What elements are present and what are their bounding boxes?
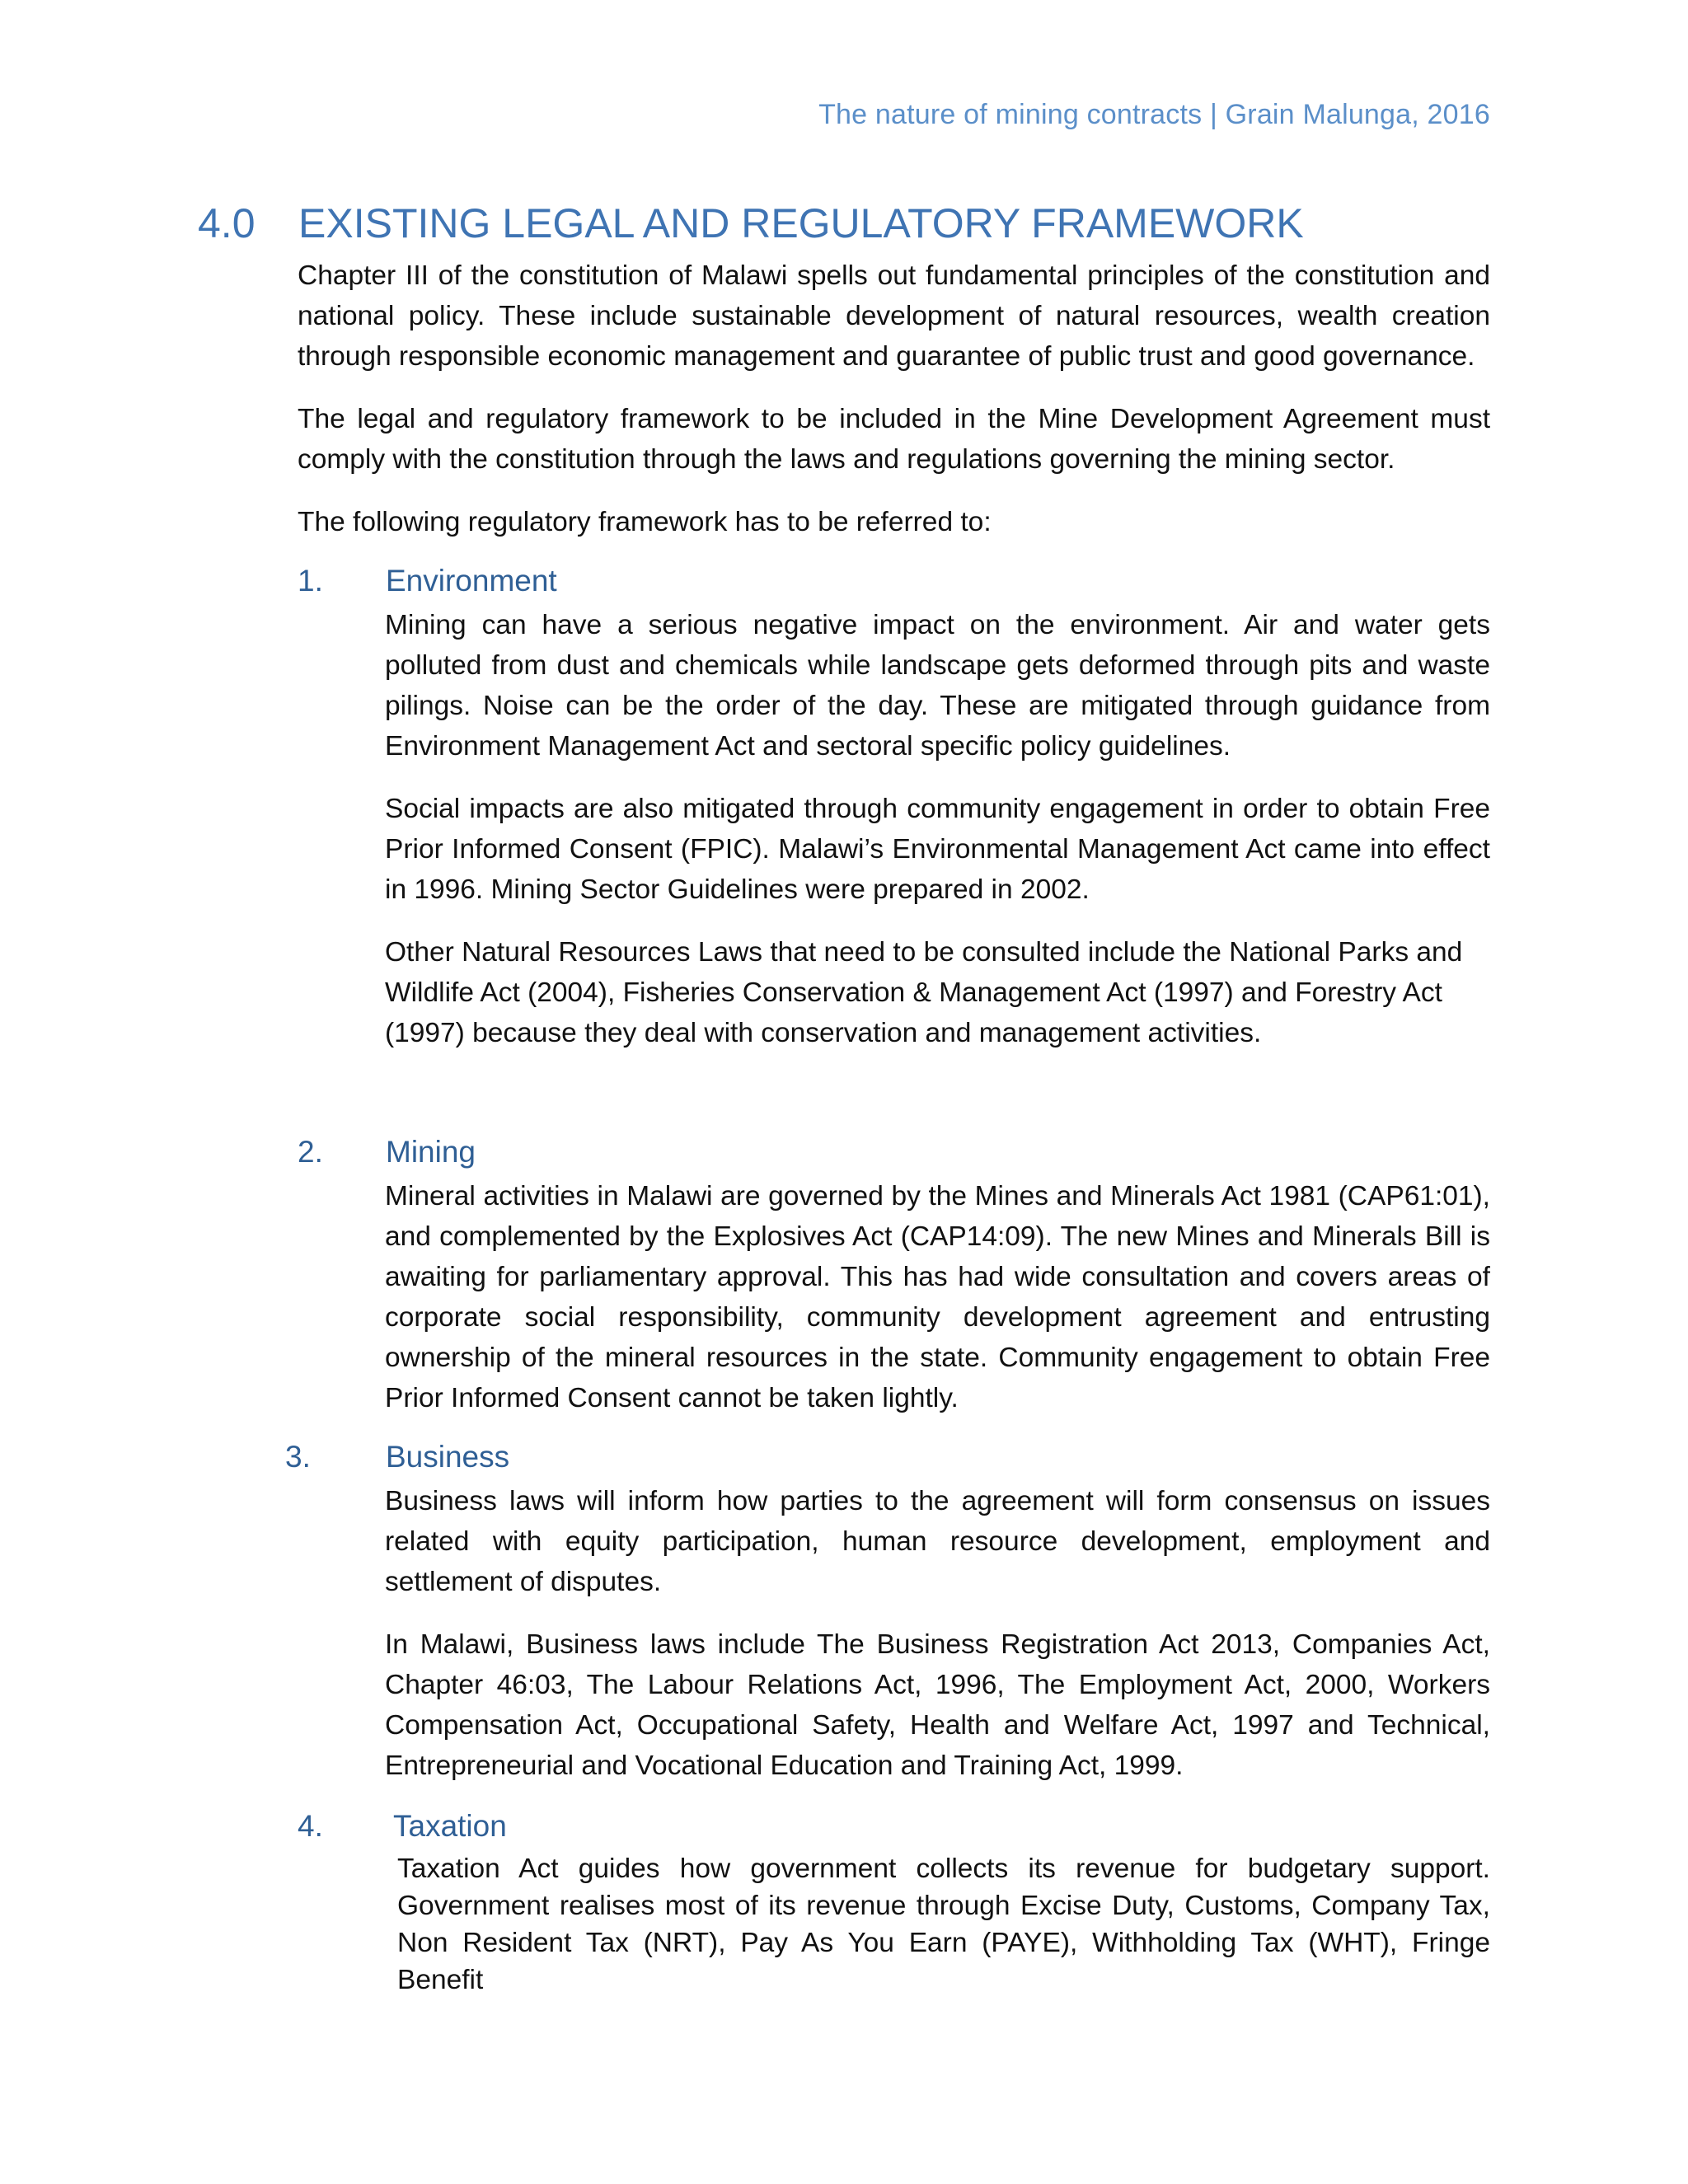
taxation-block xyxy=(397,1850,1490,1999)
running-header: The nature of mining contracts | Grain Malunga, 2016 xyxy=(818,99,1490,130)
subsection-title: Environment xyxy=(386,564,557,598)
mining-block xyxy=(385,1176,1490,1418)
paragraph: The legal and regulatory framework to be included in the Mine Development Agreement must comply with the constitution through the laws and regulations governing the mining sector. xyxy=(298,404,1490,475)
section-title: EXISTING LEGAL AND REGULATORY FRAMEWORK xyxy=(298,200,1304,246)
subsection-heading-mining xyxy=(298,1135,476,1169)
paragraph: Mining can have a serious negative impact on the environment. Air and water gets polluted from dust and chemicals while landscape gets deformed through pits and waste pilings. Noise can be the order of the day. These are mitigated through guidance from Environment Management Act and sectoral specific policy guidelines. xyxy=(385,610,1490,762)
subsection-heading-business xyxy=(285,1440,509,1474)
subsection-heading-taxation xyxy=(298,1809,507,1844)
business-block xyxy=(385,1481,1490,1786)
paragraph: Business laws will inform how parties to the agreement will form consensus on issues related with equity participation, human resource development, employment and settlement of disputes. xyxy=(385,1486,1490,1597)
paragraph: The following regulatory framework has to be referred to: xyxy=(298,507,992,537)
intro-block xyxy=(298,255,1490,542)
subsection-title: Taxation xyxy=(393,1809,507,1843)
environment-block xyxy=(385,605,1490,1053)
section-number: 4.0 xyxy=(198,200,256,246)
subsection-title: Mining xyxy=(386,1135,476,1169)
paragraph: In Malawi, Business laws include The Business Registration Act 2013, Companies Act, Chapter 46:03, The Labour Relations Act, 1996, The Employment Act, 2000, Workers Compensation Act, Occupational Safety, Health and Welfare Act, 1997 and Technical, Entrepreneurial and Vocational Education and Training Act, 1999. xyxy=(385,1629,1490,1781)
subsection-number: 4. xyxy=(298,1809,323,1843)
subsection-title: Business xyxy=(386,1440,510,1474)
paragraph: Taxation Act guides how government collects its revenue for budgetary support. Government realises most of its revenue through Excise Duty, Customs, Company Tax, Non Resident Tax (NRT), Pay As You Earn (PAYE), Withholding Tax (WHT), Fringe Benefit xyxy=(397,1854,1490,1995)
paragraph: Other Natural Resources Laws that need to be consulted include the National Parks and Wildlife Act (2004), Fisheries Conservation & Management Act (1997) and Forestry Act (1997) because they deal with conservation and management activities. xyxy=(385,937,1463,1048)
paragraph: Mineral activities in Malawi are governed by the Mines and Minerals Act 1981 (CAP61:01), and complemented by the Explosives Act (CAP14:09). The new Mines and Minerals Bill is awaiting for parliamentary approval. This has had wide consultation and covers areas of corporate social responsibility, community development agreement and entrusting ownership of the mineral resources in the state. Community engagement to obtain Free Prior Informed Consent cannot be taken lightly. xyxy=(385,1181,1490,1413)
subsection-heading-environment xyxy=(298,564,557,598)
paragraph: Chapter III of the constitution of Malawi spells out fundamental principles of the constitution and national policy. These include sustainable development of natural resources, wealth creation through responsible economic management and guarantee of public trust and good governance. xyxy=(298,260,1490,372)
subsection-number: 1. xyxy=(298,564,323,598)
subsection-number: 2. xyxy=(298,1135,323,1169)
paragraph: Social impacts are also mitigated through community engagement in order to obtain Free Prior Informed Consent (FPIC). Malawi’s Environmental Management Act came into effect in 1996. Mining Sector Guidelines were prepared in 2002. xyxy=(385,794,1490,905)
section-heading xyxy=(198,199,1304,247)
subsection-number: 3. xyxy=(285,1440,311,1474)
